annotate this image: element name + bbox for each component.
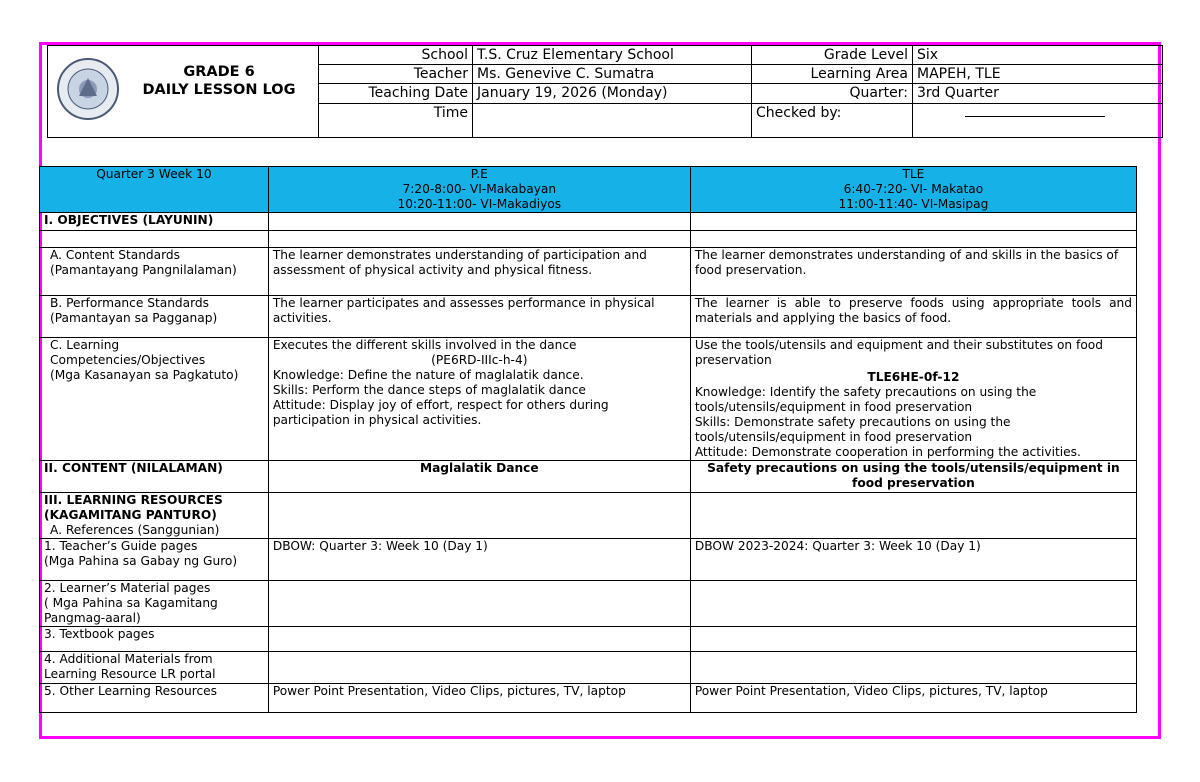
deped-seal-icon	[57, 58, 119, 120]
teacher-label: Teacher	[319, 65, 473, 84]
learning-area-value: MAPEH, TLE	[913, 65, 1163, 84]
content-standards-tle: The learner demonstrates understanding of and skills in the basics of food preservation.	[690, 248, 1136, 296]
learning-resources-label: III. LEARNING RESOURCES (KAGAMITANG PANTURO) A. References (Sanggunian)	[40, 493, 269, 539]
table-header-row	[40, 167, 1137, 213]
checked-by-signature	[913, 103, 1163, 137]
content-standards-pe: The learner demonstrates understanding of participation and assessment of physical activity and physical fitness.	[268, 248, 690, 296]
table-row	[40, 627, 1137, 652]
other-resources-label: 5. Other Learning Resources	[40, 684, 269, 713]
content-pe: Maglalatik Dance	[268, 461, 690, 493]
quarter-label: Quarter:	[752, 84, 913, 103]
table-row	[40, 581, 1137, 627]
table-row	[40, 684, 1137, 713]
week-header: Quarter 3 Week 10	[40, 167, 269, 213]
other-resources-tle: Power Point Presentation, Video Clips, pictures, TV, laptop	[690, 684, 1136, 713]
performance-standards-pe: The learner participates and assesses performance in physical activities.	[268, 296, 690, 338]
teachers-guide-label: 1. Teacher’s Guide pages (Mga Pahina sa Gabay ng Guro)	[40, 539, 269, 581]
logo-title-cell	[48, 46, 319, 138]
learners-material-label: 2. Learner’s Material pages ( Mga Pahina sa Kagamitang Pangmag-aaral)	[40, 581, 269, 627]
textbook-label: 3. Textbook pages	[40, 627, 269, 652]
tle-header: TLE 6:40-7:20- VI- Makatao 11:00-11:40- VI-Masipag	[690, 167, 1136, 213]
learning-area-label: Learning Area	[752, 65, 913, 84]
pe-header: P.E 7:20-8:00- VI-Makabayan 10:20-11:00- VI-Makadiyos	[268, 167, 690, 213]
table-row	[40, 213, 1137, 231]
lesson-log-table	[39, 166, 1137, 713]
grade-level-value: Six	[913, 46, 1163, 65]
teacher-value: Ms. Genevive C. Sumatra	[473, 65, 752, 84]
signature-line	[965, 104, 1105, 117]
time-value	[473, 103, 752, 137]
table-row	[40, 248, 1137, 296]
table-row	[40, 539, 1137, 581]
teaching-date-value: January 19, 2026 (Monday)	[473, 84, 752, 103]
performance-standards-label: B. Performance Standards (Pamantayan sa Pagganap)	[40, 296, 269, 338]
competencies-label: C. Learning Competencies/Objectives (Mga Kasanayan sa Pagkatuto)	[40, 338, 269, 461]
table-row	[40, 231, 1137, 248]
header-table	[47, 45, 1163, 138]
school-value: T.S. Cruz Elementary School	[473, 46, 752, 65]
additional-materials-label: 4. Additional Materials from Learning Resource LR portal	[40, 652, 269, 684]
content-label: II. CONTENT (NILALAMAN)	[40, 461, 269, 493]
page-title: GRADE 6 DAILY LESSON LOG	[142, 64, 296, 98]
objectives-label: I. OBJECTIVES (LAYUNIN)	[40, 213, 269, 231]
table-row	[40, 493, 1137, 539]
content-standards-label: A. Content Standards (Pamantayang Pangnilalaman)	[40, 248, 269, 296]
teaching-date-label: Teaching Date	[319, 84, 473, 103]
checked-by-label: Checked by:	[752, 103, 913, 137]
performance-standards-tle: The learner is able to preserve foods using appropriate tools and materials and applying the basics of food.	[690, 296, 1136, 338]
teachers-guide-tle: DBOW 2023-2024: Quarter 3: Week 10 (Day 1)	[690, 539, 1136, 581]
teachers-guide-pe: DBOW: Quarter 3: Week 10 (Day 1)	[268, 539, 690, 581]
competencies-pe: Executes the different skills involved in the dance (PE6RD-IIIc-h-4) Knowledge: Define the nature of maglalatik dance. Skills: Perform the dance steps of maglalatik dance Attitude: Display joy of effort, respect for others during participation in physical activities.	[268, 338, 690, 461]
content-tle: Safety precautions on using the tools/utensils/equipment in food preservation	[690, 461, 1136, 493]
table-row	[40, 296, 1137, 338]
school-label: School	[319, 46, 473, 65]
grade-level-label: Grade Level	[752, 46, 913, 65]
time-label: Time	[319, 103, 473, 137]
competencies-tle: Use the tools/utensils and equipment and their substitutes on food preservation TLE6HE-0f-12 Knowledge: Identify the safety precautions on using the tools/utensils/equipment in food preservation Skills: Demonstrate safety precautions on using the tools/utensils/equipment in food preservation Attitude: Demonstrate cooperation in performing the activities.	[690, 338, 1136, 461]
table-row	[40, 652, 1137, 684]
other-resources-pe: Power Point Presentation, Video Clips, pictures, TV, laptop	[268, 684, 690, 713]
table-row	[40, 338, 1137, 461]
table-row	[40, 461, 1137, 493]
quarter-value: 3rd Quarter	[913, 84, 1163, 103]
